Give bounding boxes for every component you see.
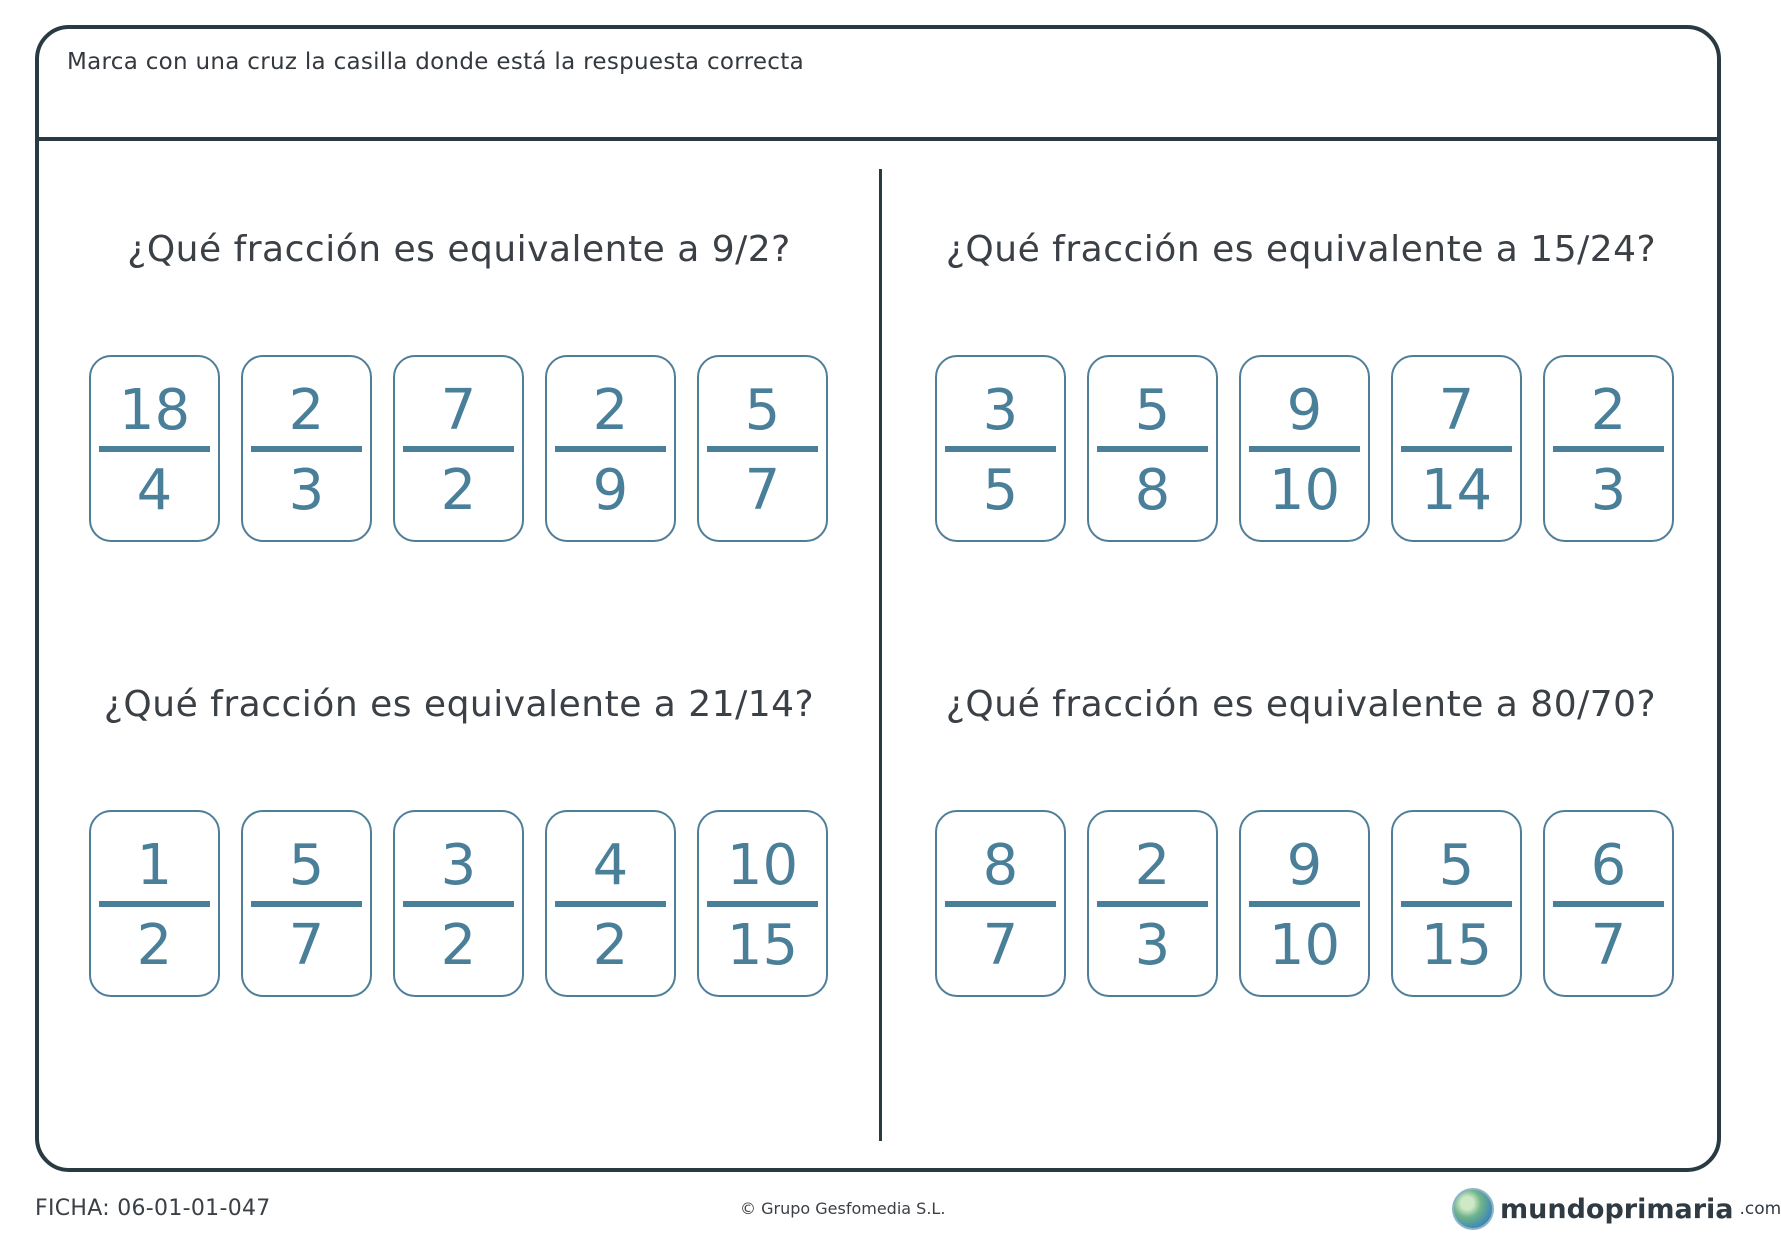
denominator: 3: [1590, 458, 1627, 523]
fraction-bar: [707, 901, 818, 907]
denominator: 7: [982, 913, 1019, 978]
globe-icon: [1452, 1188, 1494, 1230]
fraction-bar: [403, 901, 514, 907]
fraction-bar: [251, 901, 362, 907]
numerator: 7: [1438, 378, 1475, 443]
question-2-options: [935, 355, 1674, 542]
answer-option[interactable]: [1239, 355, 1370, 542]
copyright-text: © Grupo Gesfomedia S.L.: [740, 1199, 946, 1218]
instruction-text: Marca con una cruz la casilla donde está la respuesta correcta: [67, 49, 804, 75]
answer-option[interactable]: [1543, 810, 1674, 997]
denominator: 3: [288, 458, 325, 523]
denominator: 8: [1134, 458, 1171, 523]
answer-option[interactable]: [697, 810, 828, 997]
fraction-bar: [1249, 901, 1360, 907]
numerator: 1: [136, 833, 173, 898]
fraction-bar: [1553, 901, 1664, 907]
fraction-bar: [707, 446, 818, 452]
denominator: 5: [982, 458, 1019, 523]
answer-option[interactable]: [545, 355, 676, 542]
question-2-prompt: ¿Qué fracción es equivalente a 15/24?: [945, 229, 1657, 270]
question-3-options: [89, 810, 828, 997]
denominator: 3: [1134, 913, 1171, 978]
fraction-bar: [1553, 446, 1664, 452]
numerator: 5: [1438, 833, 1475, 898]
denominator: 7: [744, 458, 781, 523]
numerator: 5: [1134, 378, 1171, 443]
answer-option[interactable]: [393, 355, 524, 542]
answer-option[interactable]: [89, 810, 220, 997]
instruction-band: [39, 29, 1717, 141]
fraction-bar: [99, 901, 210, 907]
fraction-bar: [251, 446, 362, 452]
numerator: 8: [982, 833, 1019, 898]
answer-option[interactable]: [241, 810, 372, 997]
denominator: 10: [1268, 913, 1341, 978]
numerator: 2: [1590, 378, 1627, 443]
numerator: 2: [288, 378, 325, 443]
numerator: 6: [1590, 833, 1627, 898]
logo-tld: .com: [1739, 1199, 1781, 1219]
numerator: 2: [1134, 833, 1171, 898]
numerator: 3: [982, 378, 1019, 443]
fraction-bar: [945, 901, 1056, 907]
numerator: 7: [440, 378, 477, 443]
question-1-prompt: ¿Qué fracción es equivalente a 9/2?: [127, 229, 791, 270]
denominator: 4: [136, 458, 173, 523]
numerator: 9: [1286, 833, 1323, 898]
answer-option[interactable]: [89, 355, 220, 542]
answer-option[interactable]: [935, 810, 1066, 997]
fraction-bar: [99, 446, 210, 452]
fraction-bar: [555, 901, 666, 907]
fraction-bar: [1097, 901, 1208, 907]
question-1-options: [89, 355, 828, 542]
column-divider: [879, 169, 882, 1141]
denominator: 2: [136, 913, 173, 978]
denominator: 2: [440, 458, 477, 523]
answer-option[interactable]: [1543, 355, 1674, 542]
numerator: 2: [592, 378, 629, 443]
numerator: 10: [726, 833, 799, 898]
worksheet-frame: [35, 25, 1721, 1172]
fraction-bar: [945, 446, 1056, 452]
fraction-bar: [403, 446, 514, 452]
numerator: 9: [1286, 378, 1323, 443]
denominator: 7: [288, 913, 325, 978]
numerator: 5: [288, 833, 325, 898]
numerator: 5: [744, 378, 781, 443]
answer-option[interactable]: [935, 355, 1066, 542]
site-logo[interactable]: [1452, 1188, 1781, 1230]
fraction-bar: [555, 446, 666, 452]
answer-option[interactable]: [545, 810, 676, 997]
answer-option[interactable]: [1087, 355, 1218, 542]
denominator: 15: [726, 913, 799, 978]
numerator: 4: [592, 833, 629, 898]
question-4-options: [935, 810, 1674, 997]
denominator: 2: [440, 913, 477, 978]
answer-option[interactable]: [697, 355, 828, 542]
answer-option[interactable]: [241, 355, 372, 542]
question-4-prompt: ¿Qué fracción es equivalente a 80/70?: [945, 684, 1657, 725]
answer-option[interactable]: [393, 810, 524, 997]
logo-name: mundoprimaria: [1500, 1193, 1734, 1225]
denominator: 2: [592, 913, 629, 978]
answer-option[interactable]: [1391, 810, 1522, 997]
denominator: 15: [1420, 913, 1493, 978]
denominator: 10: [1268, 458, 1341, 523]
fraction-bar: [1401, 901, 1512, 907]
numerator: 18: [118, 378, 191, 443]
fraction-bar: [1249, 446, 1360, 452]
denominator: 7: [1590, 913, 1627, 978]
denominator: 14: [1420, 458, 1493, 523]
fraction-bar: [1401, 446, 1512, 452]
ficha-code: FICHA: 06-01-01-047: [35, 1196, 271, 1221]
denominator: 9: [592, 458, 629, 523]
answer-option[interactable]: [1087, 810, 1218, 997]
question-3-prompt: ¿Qué fracción es equivalente a 21/14?: [103, 684, 815, 725]
fraction-bar: [1097, 446, 1208, 452]
numerator: 3: [440, 833, 477, 898]
answer-option[interactable]: [1391, 355, 1522, 542]
answer-option[interactable]: [1239, 810, 1370, 997]
